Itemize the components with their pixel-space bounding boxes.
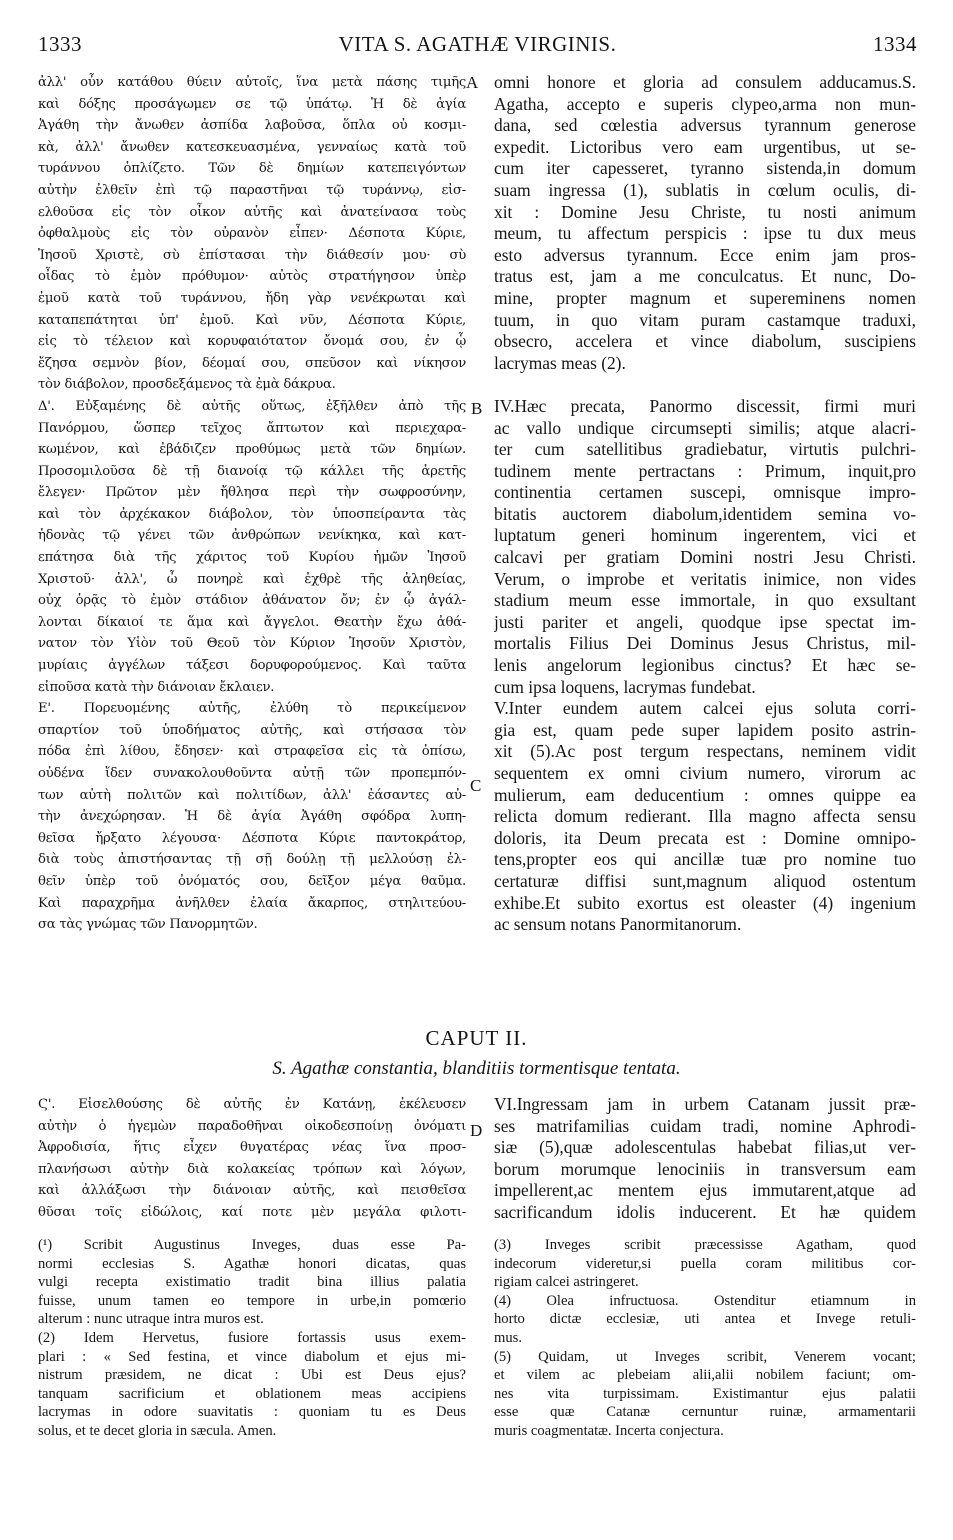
latin-text-line: tudinem mente pertractans : Primum, inquit,pro — [494, 460, 916, 481]
margin-marker-c: C — [470, 776, 482, 795]
footnote-line: mus. — [494, 1329, 522, 1346]
footnotes-left — [38, 1236, 466, 1441]
latin-text-line: tuum, in quo vitam puram castamque traduxi, — [494, 309, 916, 330]
greek-text-line: ἔλεγεν· Πρῶτον μὲν ἤθλησα περὶ τὴν σωφροσύνην, — [38, 485, 466, 501]
greek-text-line: ἡδονὰς τῷ γένει τῶν ἀνθρώπων νενίκηκα, καὶ κατ- — [38, 528, 466, 544]
latin-text-line: mine, propter magnum et supereminens nomen — [494, 287, 916, 308]
latin-text-line: VI.Ingressam jam in urbem Catanam jussit præ- — [494, 1094, 916, 1114]
running-header — [38, 32, 917, 62]
latin-text-line: gia est, quam pede super lapidem posito astrin- — [494, 719, 916, 740]
greek-text-line: αὐτὴν ἐλθεῖν ἐπὶ τῷ παραστῆναι τῷ τυράννῳ, εἰσ- — [38, 182, 466, 198]
latin-text-line: relicta domum redierant. Illa magno affecta sensu — [494, 806, 916, 827]
footnote-line: solus, et te decet gloria in sæcula. Amen. — [38, 1422, 277, 1439]
greek-text-line: σπαρτίον τοῦ ὑποδήματος αὐτῆς, καὶ στήσασα τὸν — [38, 722, 466, 738]
latin-text-line: suam ingressa (1), sublatis in cœlum oculis, di- — [494, 179, 916, 200]
footnote-line: nistrum præsidem, ne dicat : Ubi est Deus ejus? — [38, 1367, 466, 1384]
greek-text-line: ὀφθαλμοὺς εἰς τὸν οὐρανὸν εἶπεν· Δέσποτα Κύριε, — [38, 226, 466, 242]
greek-text-line: Ἰησοῦ Χριστὲ, σὺ ἐπίστασαι τὴν διάθεσίν μου· σὺ — [38, 247, 466, 263]
margin-marker-a: A — [466, 73, 479, 92]
latin-text-line: siæ (5),quæ adolescentulas habebat filias,ut ver- — [494, 1137, 916, 1158]
greek-text-line: Ϛ'. Εἰσελθούσης δὲ αὐτῆς ἐν Κατάνῃ, ἐκέλευσεν — [38, 1097, 466, 1112]
footnote-line: fuisse, unum tamen eo tempore in urbe,in pomœrio — [38, 1292, 466, 1309]
chapter-subtitle: S. Agathæ constantia, blanditiis tormentisque tentata. — [272, 1058, 681, 1079]
footnote-line: lacrymas in odore suavitatis : quoniam tu es Deus — [38, 1404, 466, 1421]
greek-text-line: οὐχ ὁρᾷς τὸ ἐμὸν στάδιον ἀθάνατον ὄν; ἐν ᾧ ἀγάλ- — [38, 593, 466, 609]
greek-text-line: ἀλλ' οὖν κατάθου θύειν αὐτοῖς, ἵνα μετὰ πάσης τιμῆς — [38, 75, 466, 90]
latin-text-line: lacrymas meas (2). — [494, 352, 626, 373]
greek-text-line: καὶ δόξης προσάγωμεν σε τῷ ὑπάτῳ. Ἡ δὲ ἁγία — [38, 96, 466, 112]
running-title: VITA S. AGATHÆ VIRGINIS. — [338, 32, 617, 56]
latin-column-top — [494, 72, 916, 936]
greek-text-line: σα τὰς γνώμας τῶν Πανορμητῶν. — [38, 917, 258, 933]
latin-text-line: omni honore et gloria ad consulem adducamus.S. — [494, 72, 916, 92]
greek-text-line: εἰποῦσα κατὰ τὴν διάνοιαν ἔκλαιεν. — [38, 679, 275, 695]
latin-text-line: xit : Domine Jesu Christe, tu nosti animum — [494, 201, 916, 222]
latin-text-line: V.Inter eundem autem calcei ejus soluta corri- — [494, 698, 916, 719]
greek-text-line: επάτησα διὰ τῆς χάριτος τοῦ Κυρίου ἡμῶν Ἰησοῦ — [38, 550, 466, 566]
greek-column-bottom — [38, 1094, 466, 1224]
footnote-line: (¹) Scribit Augustinus Inveges, duas esse Pa- — [38, 1237, 466, 1253]
greek-text-line: θεῖσα ἤρξατο λέγουσα· Δέσποτα Κύριε παντοκράτορ, — [38, 830, 466, 846]
margin-marker-b: B — [471, 399, 483, 418]
greek-text-line: τυράννου ὁπλίζετο. Τῶν δὲ δημίων κατεπειγόντων — [38, 161, 466, 177]
latin-text-line: borum morumque lenociniis in transversum eam — [494, 1158, 916, 1179]
latin-text-line: Verum, o improbe et veritatis inimice, non vides — [494, 568, 916, 589]
greek-text-line: ἔζησα σεμνὸν βίον, δέομαί σου, σπεῦσον καὶ νίκησον — [38, 355, 466, 371]
footnote-line: muris coagmentatæ. Incerta conjectura. — [494, 1422, 724, 1439]
latin-text-line: obsecro, accelera et vince diabolum, suscipiens — [494, 331, 916, 352]
greek-text-line: Ἀφροδισία, ἥτις εἶχεν θυγατέρας νέας ἵνα προσ- — [38, 1140, 466, 1156]
latin-text-line: impellerent,ac mentem ejus immutarent,atque ad — [494, 1180, 916, 1201]
latin-text-line: sacrificandum idolis inducerent. Et hæ quidem — [494, 1201, 916, 1222]
latin-text-line: expedit. Lictoribus vero eam urgentibus, ut se- — [494, 136, 916, 157]
greek-text-line: κωμένον, καὶ ἐβάδιζεν προθύμως μετὰ τῶν δημίων. — [38, 442, 466, 458]
footnote-line: (2) Idem Hervetus, fusiore fortassis usus exem- — [38, 1329, 466, 1346]
latin-text-line: cum iter capesseret, tyranno sistenda,in domum — [494, 158, 916, 179]
greek-text-line: Ἀγάθη τὴν ἄνωθεν ἀσπίδα λαβοῦσα, ὅπλα οὐ κοσμι- — [38, 118, 466, 134]
latin-text-line: tratus est, jam a me conculcatus. Et nunc, Do- — [494, 266, 916, 287]
latin-text-line: justi pariter et angeli, quodque ipse spectat im- — [494, 611, 916, 632]
footnote-line: normi ecclesias S. Agathæ honori dicatas, quas — [38, 1255, 466, 1272]
greek-text-line: λονται δίκαιοί τε ἅμα καὶ ἄγγελοι. Θεατὴν ἔχω ἀθά- — [38, 614, 466, 630]
greek-text-line: των αὐτὴ πολιτῶν καὶ πολιτίδων, ἀλλ' ἐάσαντες αὐ- — [38, 787, 466, 803]
latin-text-line: luptatum generi hominum ingerentem, vici et — [494, 525, 916, 546]
greek-text-line: πλανήσωσι αὐτὴν διὰ κολακείας τρόπων καὶ λόγων, — [38, 1161, 466, 1177]
latin-text-line: dana, sed cœlestia adversus tyrannum generose — [494, 115, 916, 136]
footnote-line: vulgi recepta existimatio tradit bina illius palatia — [38, 1274, 466, 1291]
greek-text-line: τὸν διάβολον, προσδεξάμενος τὰ ἐμὰ δάκρυα. — [38, 377, 336, 393]
latin-text-line: certaturæ diffisi sunt,magnum aliquod ostentum — [494, 870, 916, 891]
latin-text-line: ac vallo undique circumsepti similis; atque alacri- — [494, 417, 916, 438]
greek-text-line: ελθοῦσα εἰς τὸν οἶκον αὐτῆς καὶ ἀνατείνασα τοὺς — [38, 204, 466, 220]
greek-text-line: εἰς τὸ τέλειον καὶ κορυφαιότατον ὄνομά σου, ἐν ᾧ — [38, 334, 466, 350]
greek-text-line: Πανόρμου, ὥσπερ τεῖχος ἄπτωτον καὶ περιεχαρα- — [38, 420, 466, 436]
footnote-line: (4) Olea infructuosa. Ostenditur etiamnum in — [494, 1292, 916, 1309]
greek-column-top — [38, 72, 466, 936]
greek-text-line: οἶδας τὸ ἐμὸν πρόθυμον· αὐτὸς στρατήγησον ὑπὲρ — [38, 269, 466, 285]
greek-text-line: Προσομιλοῦσα δὲ τῇ διανοίᾳ τῷ κάλλει τῆς ἀρετῆς — [38, 463, 466, 479]
greek-text-line: αὐτὴν ὁ ἡγεμὼν παραδοθῆναι οἰκοδεσποίνῃ ὀνόματι — [38, 1118, 466, 1134]
footnote-line: indecorum videretur,si puella coram militibus cor- — [494, 1255, 916, 1272]
footnote-line: plari : « Sed festina, et vince diabolum et ejus mi- — [38, 1348, 466, 1365]
greek-text-line: διὰ τοὺς ἀπιστήσαντας τῇ σῇ δούλῃ τῇ μελλούσῃ ἐλ- — [38, 852, 466, 868]
footnote-line: (5) Quidam, ut Inveges scribit, Venerem vocant; — [494, 1348, 916, 1365]
latin-text-line: ac sensum notans Panormitanorum. — [494, 914, 742, 935]
greek-text-line: Καὶ παραχρῆμα ἀνῆλθεν ἐλαία ἄκαρπος, στηλιτεύου- — [38, 895, 466, 911]
page-number-right: 1334 — [873, 32, 917, 56]
latin-text-line: mulierum, eam deducentium : omnes quippe ea — [494, 784, 916, 805]
latin-text-line: sequentem ex omni civium numero, virorum ac — [494, 763, 916, 783]
greek-text-line: νατον τὸν Υἱὸν τοῦ Θεοῦ τὸν Κύριον Ἰησοῦν Χριστὸν, — [38, 636, 466, 652]
greek-text-line: μυρίαις ἀγγέλων τάξεσι δορυφορούμενος. Καὶ ταῦτα — [38, 658, 466, 674]
footnote-line: rigiam calcei astringeret. — [494, 1274, 639, 1291]
greek-text-line: τὴν ἀνεχώρησαν. Ἡ δὲ ἁγία Ἀγάθη σφόδρα λυπη- — [38, 809, 466, 825]
latin-text-line: esto adversus tyrannum. Ecce enim jam pros- — [494, 244, 916, 265]
greek-text-line: κὰ, ἀλλ' ἄνωθεν κατεσκευασμένα, γενναίως κατὰ τοῦ — [38, 139, 466, 155]
latin-text-line: Agatha, accepto e superis clypeo,arma non mun- — [494, 93, 916, 114]
footnote-line: nes vita turpissimam. Existimantur ejus palatii — [494, 1385, 916, 1402]
footnote-line: alterum : nunc utraque intra muros est. — [38, 1311, 264, 1328]
latin-text-line: bitatis auctorem diabolum,identidem semina vo- — [494, 503, 916, 524]
greek-text-line: καταπεπάτηται ὑπ' ἐμοῦ. Καὶ νῦν, Δέσποτα Κύριε, — [38, 312, 466, 328]
footnote-line: esse quæ Catanæ cernuntur ruinæ, armamentarii — [494, 1404, 916, 1421]
greek-text-line: ἐμοῦ κατὰ τοῦ τυράννου, ἤδη γὰρ νενέκρωται καὶ — [38, 290, 466, 306]
latin-text-line: ses matrifamilias cuidam tradi, nomine Aphrodi- — [494, 1115, 916, 1136]
greek-text-line: οὐδένα ἴδεν συνακολουθοῦντα αὐτῇ τῶν προπεμπόν- — [38, 766, 466, 781]
greek-text-line: θεῖν ὑπὲρ τοῦ ὀνόματός σου, δεῖξον μέγα θαῦμα. — [38, 873, 466, 889]
greek-text-line: πόδα ἐπὶ λίθου, ἔδησεν· καὶ στραφεῖσα εἰς τὰ ὀπίσω, — [38, 744, 466, 760]
latin-text-line: stadium meum esse immortale, in quo exsultant — [494, 590, 916, 611]
latin-text-line: doloris, ita Deum precata est : Domine omnipo- — [494, 827, 916, 848]
latin-text-line: IV.Hæc precata, Panormo discessit, firmi muri — [494, 395, 916, 416]
footnote-line: tanquam sacrificium et oblationem meas accipiens — [38, 1385, 466, 1402]
greek-text-line: καὶ ἀλλάξωσι τὴν διάνοιαν αὐτῆς, καὶ πεισθεῖσα — [38, 1183, 466, 1199]
latin-text-line: cum ipsa loquens, lacrymas fundebat. — [494, 676, 756, 697]
greek-text-line: Ε'. Πορευομένης αὐτῆς, ἐλύθη τὸ περικείμενον — [38, 701, 466, 717]
greek-text-line: καὶ τὸν ἀρχέκακον διάβολον, τὸν ὑποσπείραντα τὰς — [38, 506, 466, 522]
footnotes-right — [494, 1236, 916, 1441]
latin-text-line: continentia certamen suscepi, omnisque impro- — [494, 482, 916, 503]
chapter-title: CAPUT II. — [425, 1026, 528, 1050]
latin-text-line: calcavi per gratiam Domini nostri Jesu Christi. — [494, 547, 916, 568]
latin-column-bottom — [494, 1094, 916, 1224]
latin-text-line: tens,propter eos qui ancillæ tuæ pro nomine tuo — [494, 849, 916, 870]
footnote-line: horto dictæ ecclesiæ, uti antea et Invege retuli- — [494, 1311, 916, 1328]
greek-text-line: Δ'. Εὐξαμένης δὲ αὐτῆς οὕτως, ἐξῆλθεν ἀπὸ τῆς — [38, 398, 466, 414]
latin-text-line: mortalis Filius Dei Dominus Jesus Christus, mil- — [494, 633, 916, 654]
latin-text-line: lenis angelorum legionibus cinctus? Et hæc se- — [494, 655, 916, 676]
greek-text-line: Χριστοῦ· ἀλλ', ὦ πονηρὲ καὶ ἐχθρὲ τῆς ἀληθείας, — [38, 571, 466, 587]
latin-text-line: meum, tu affectum perspicis : ipse tu dux meus — [494, 223, 916, 244]
margin-marker-d: D — [470, 1121, 483, 1140]
latin-text-line: exhibe.Et subito exortus est oleaster (4) ingenium — [494, 892, 916, 913]
page-number-left: 1333 — [38, 32, 82, 56]
latin-text-line — [494, 374, 916, 396]
latin-text-line: xit (5).Ac post tergum respectans, neminem vidit — [494, 741, 916, 762]
footnote-line: (3) Inveges scribit præcessisse Agatham, quod — [494, 1237, 916, 1253]
greek-text-line: θῦσαι τοῖς εἰδώλοις, καί ποτε μὲν μεγάλα φιλοτι- — [38, 1204, 466, 1220]
latin-text-line: ter cum satellitibus gradiebatur, virtutis pulchri- — [494, 439, 916, 460]
footnote-line: et vilem ac plebeiam alii,alii nobilem faciunt; om- — [494, 1367, 916, 1384]
